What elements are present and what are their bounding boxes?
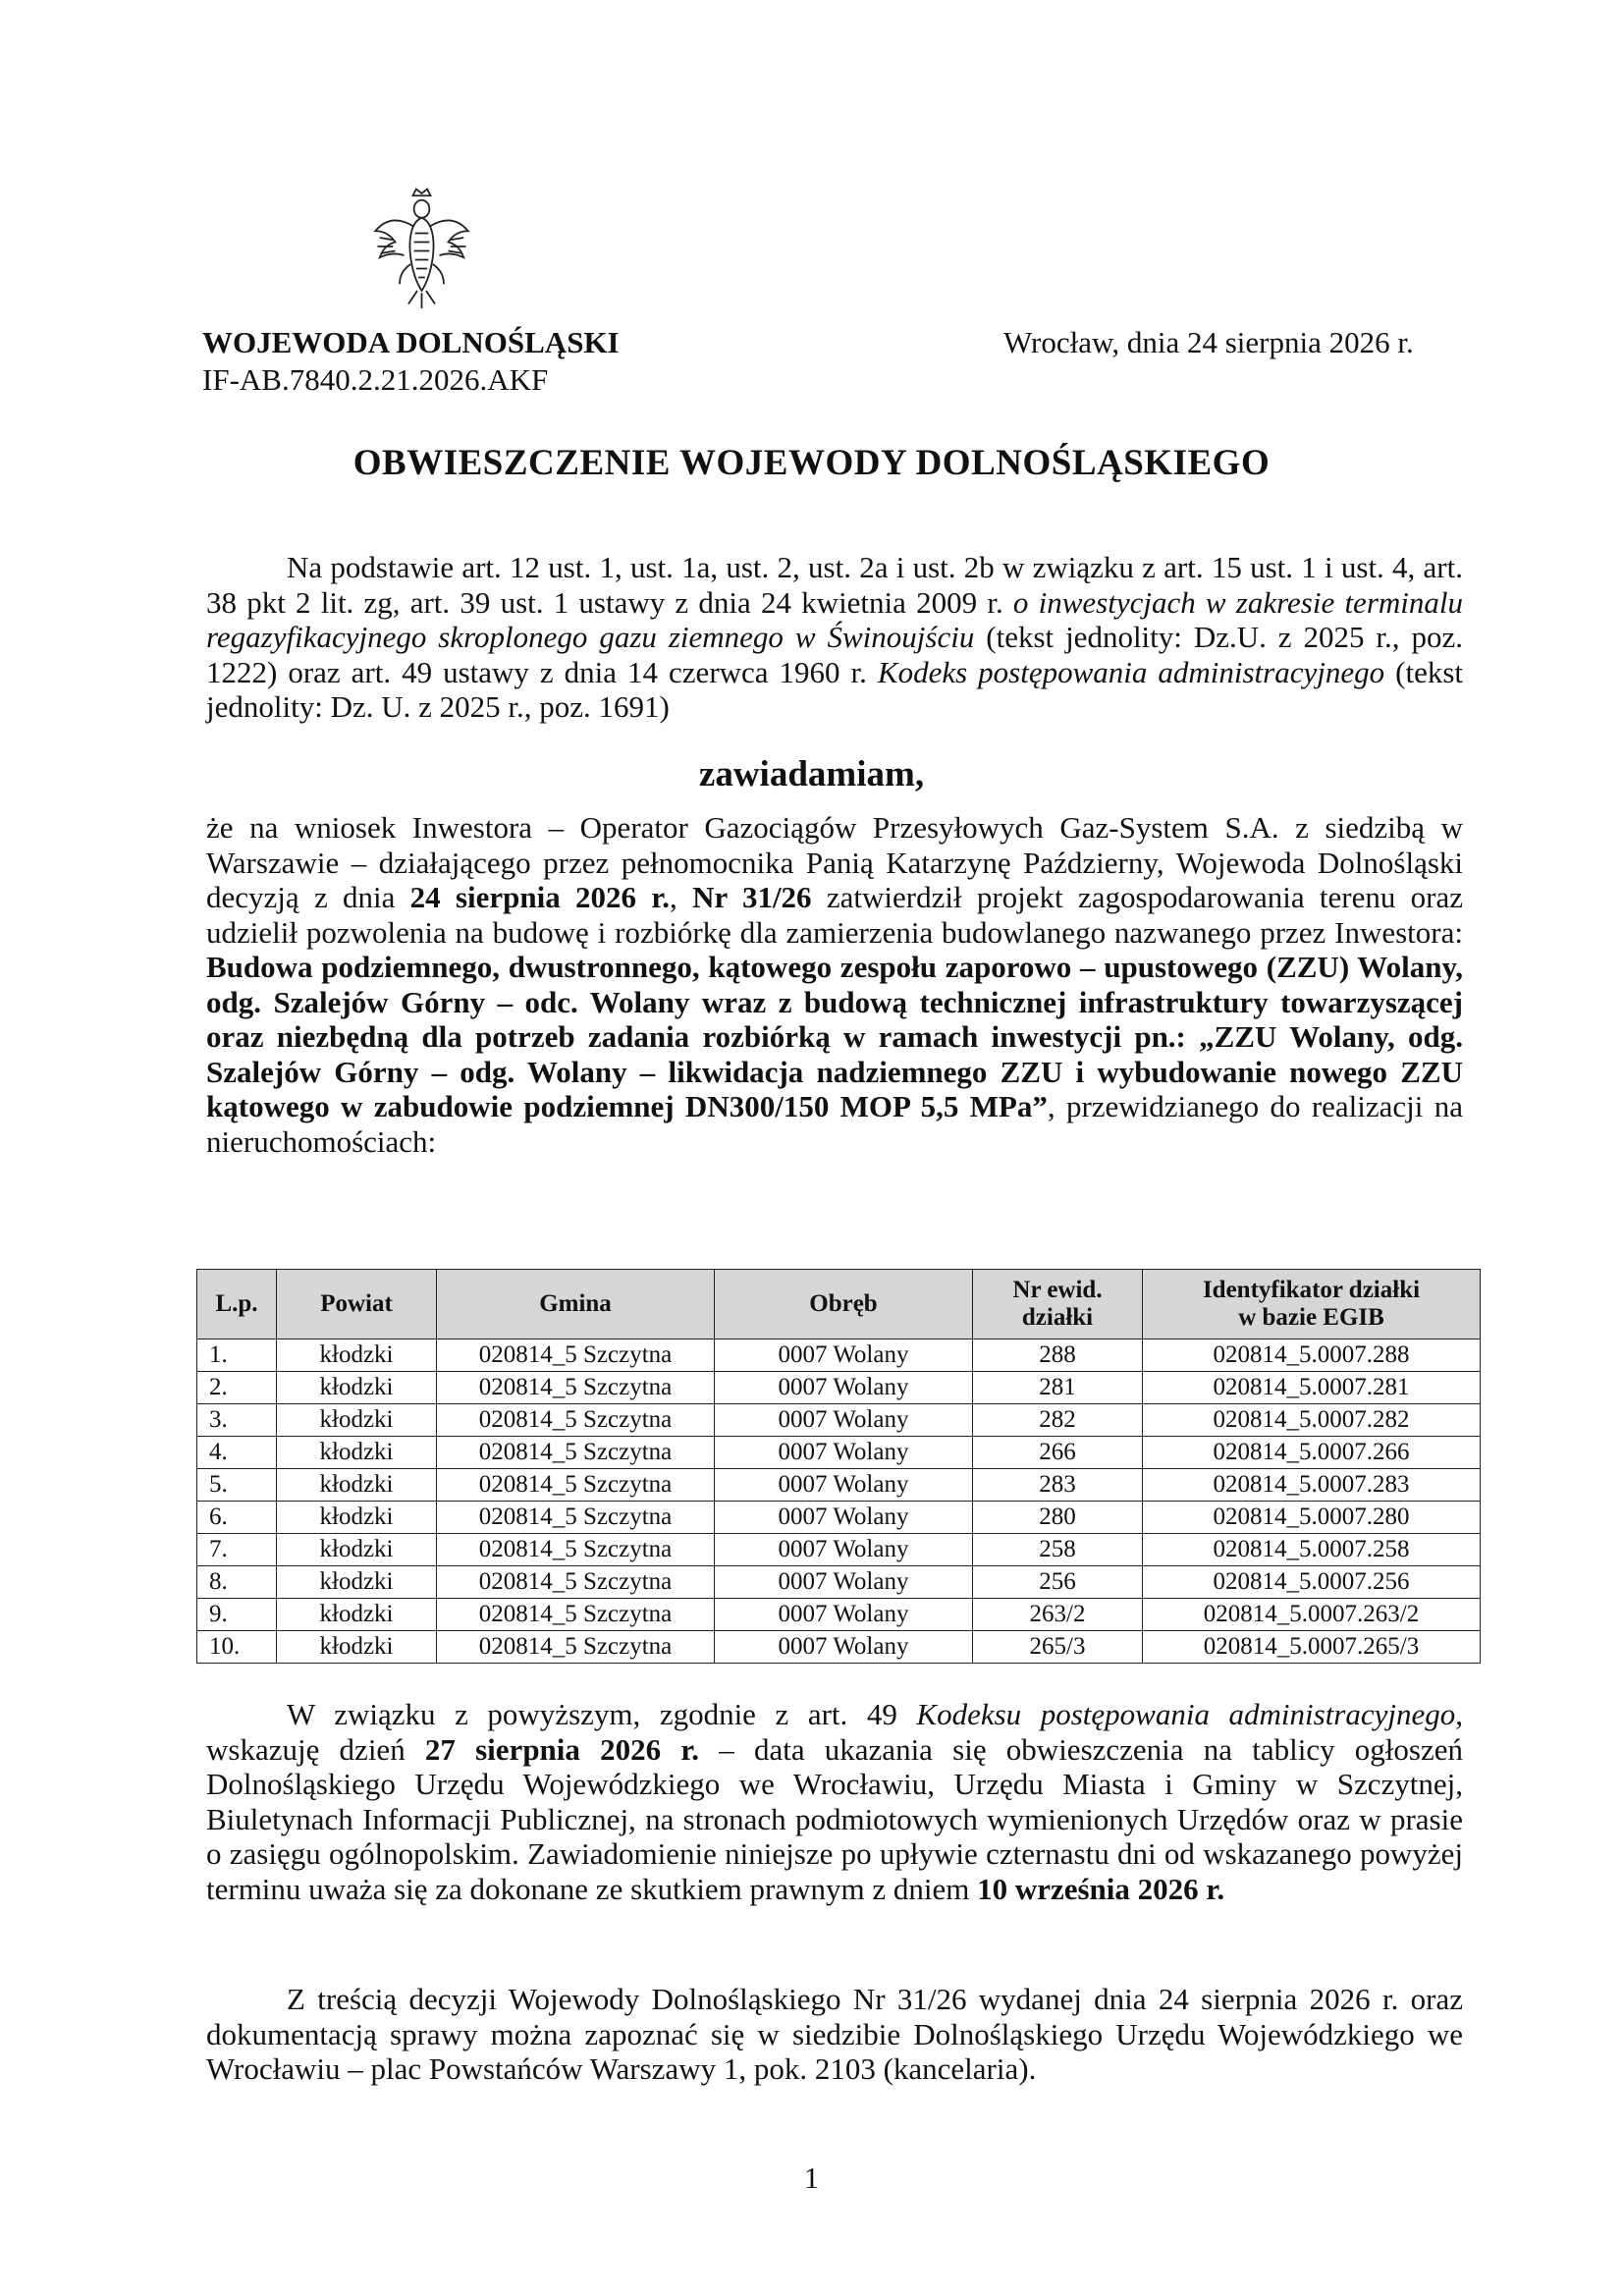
cell-identyfikator: 020814_5.0007.281 bbox=[1143, 1372, 1481, 1404]
reference-number: IF-AB.7840.2.21.2026.AKF bbox=[202, 362, 549, 397]
cell-gmina: 020814_5 Szczytna bbox=[437, 1404, 715, 1437]
documentation-paragraph bbox=[206, 1982, 1463, 2087]
cell-obreb: 0007 Wolany bbox=[715, 1437, 973, 1469]
effective-date: 10 września 2026 r. bbox=[977, 1871, 1225, 1906]
cell-powiat: kłodzki bbox=[277, 1469, 437, 1502]
table-row bbox=[197, 1372, 1481, 1404]
cell-nr-ewid: 258 bbox=[973, 1534, 1143, 1566]
cell-obreb: 0007 Wolany bbox=[715, 1404, 973, 1437]
legal-basis-paragraph bbox=[206, 550, 1463, 725]
polish-eagle-emblem-icon bbox=[365, 185, 478, 317]
cell-powiat: kłodzki bbox=[277, 1339, 437, 1372]
parcels-table bbox=[196, 1269, 1481, 1664]
cell-powiat: kłodzki bbox=[277, 1372, 437, 1404]
publication-text: W związku z powyższym, zgodnie z art. 49 bbox=[287, 1697, 917, 1731]
cell-identyfikator: 020814_5.0007.283 bbox=[1143, 1469, 1481, 1502]
kpa-reference: Kodeksu postępowania administracyjnego bbox=[916, 1697, 1456, 1731]
cell-lp: 4. bbox=[197, 1437, 277, 1469]
cell-lp: 10. bbox=[197, 1631, 277, 1664]
cell-gmina: 020814_5 Szczytna bbox=[437, 1502, 715, 1534]
table-row bbox=[197, 1437, 1481, 1469]
cell-nr-ewid: 282 bbox=[973, 1404, 1143, 1437]
cell-identyfikator: 020814_5.0007.282 bbox=[1143, 1404, 1481, 1437]
page-number: 1 bbox=[803, 2160, 820, 2195]
table-row bbox=[197, 1599, 1481, 1631]
document-title: OBWIESZCZENIE WOJEWODY DOLNOŚLĄSKIEGO bbox=[352, 443, 1271, 483]
table-row bbox=[197, 1339, 1481, 1372]
cell-lp: 3. bbox=[197, 1404, 277, 1437]
col-header-gmina: Gmina bbox=[437, 1270, 715, 1339]
cell-obreb: 0007 Wolany bbox=[715, 1566, 973, 1599]
cell-gmina: 020814_5 Szczytna bbox=[437, 1631, 715, 1664]
cell-obreb: 0007 Wolany bbox=[715, 1502, 973, 1534]
cell-identyfikator: 020814_5.0007.280 bbox=[1143, 1502, 1481, 1534]
cell-lp: 9. bbox=[197, 1599, 277, 1631]
cell-nr-ewid: 256 bbox=[973, 1566, 1143, 1599]
cell-identyfikator: 020814_5.0007.258 bbox=[1143, 1534, 1481, 1566]
cell-gmina: 020814_5 Szczytna bbox=[437, 1566, 715, 1599]
cell-nr-ewid: 283 bbox=[973, 1469, 1143, 1502]
decision-date: 24 sierpnia 2026 r. bbox=[409, 880, 671, 914]
cell-obreb: 0007 Wolany bbox=[715, 1469, 973, 1502]
cell-identyfikator: 020814_5.0007.265/3 bbox=[1143, 1631, 1481, 1664]
cell-lp: 7. bbox=[197, 1534, 277, 1566]
cell-identyfikator: 020814_5.0007.288 bbox=[1143, 1339, 1481, 1372]
cell-powiat: kłodzki bbox=[277, 1502, 437, 1534]
cell-nr-ewid: 265/3 bbox=[973, 1631, 1143, 1664]
act-title-kpa: Kodeks postępowania administracyjnego bbox=[877, 654, 1385, 689]
cell-obreb: 0007 Wolany bbox=[715, 1631, 973, 1664]
table-row bbox=[197, 1404, 1481, 1437]
table-row bbox=[197, 1469, 1481, 1502]
cell-lp: 5. bbox=[197, 1469, 277, 1502]
cell-lp: 6. bbox=[197, 1502, 277, 1534]
cell-obreb: 0007 Wolany bbox=[715, 1534, 973, 1566]
cell-nr-ewid: 281 bbox=[973, 1372, 1143, 1404]
cell-gmina: 020814_5 Szczytna bbox=[437, 1599, 715, 1631]
cell-identyfikator: 020814_5.0007.256 bbox=[1143, 1566, 1481, 1599]
col-header-nr-ewid: Nr ewid. działki bbox=[973, 1270, 1143, 1339]
publication-text-3: – data ukazania się obwieszczenia na tablicy ogłoszeń Dolnośląskiego Urzędu Wojewódzkiego we Wrocławiu, Urzędu Miasta i Gminy w Szczytnej, Biuletynach Informacji Publicznej, na stronach podmiotowych wymienionych Urzędów oraz w prasie o zasięgu ogólnopolskim. Zawiadomienie niniejsze po upływie czternastu dni od wskazanego powyżej terminu uważa się za dokonane ze skutkiem prawnym z dniem bbox=[206, 1731, 1463, 1906]
act-title-lng: o inwestycjach w zakresie terminalu regazyfikacyjnego skroplonego gazu ziemnego w Świnoujściu bbox=[206, 584, 1463, 654]
cell-obreb: 0007 Wolany bbox=[715, 1372, 973, 1404]
col-header-powiat: Powiat bbox=[277, 1270, 437, 1339]
cell-lp: 8. bbox=[197, 1566, 277, 1599]
cell-powiat: kłodzki bbox=[277, 1404, 437, 1437]
decision-text-3: zatwierdził projekt zagospodarowania terenu oraz udzielił pozwolenia na budowę i rozbiórkę dla zamierzenia budowlanego nazwanego przez Inwestora: bbox=[206, 880, 1464, 950]
parcels-table-body bbox=[197, 1339, 1481, 1664]
legal-basis-text-3: (tekst jednolity: Dz. U. z 2025 r., poz. 1691) bbox=[206, 654, 1464, 724]
cell-gmina: 020814_5 Szczytna bbox=[437, 1534, 715, 1566]
table-row bbox=[197, 1566, 1481, 1599]
decision-text: że na wniosek Inwestora – Operator Gazociągów Przesyłowych Gaz-System S.A. z siedzibą w Warszawie – działającego przez pełnomocnika Panią Katarzynę Październy, Wojewoda Dolnośląski decyzją z dnia bbox=[206, 810, 1463, 914]
cell-nr-ewid: 288 bbox=[973, 1339, 1143, 1372]
issuing-authority: WOJEWODA DOLNOŚLĄSKI bbox=[202, 325, 620, 359]
cell-identyfikator: 020814_5.0007.266 bbox=[1143, 1437, 1481, 1469]
legal-basis-text: Na podstawie art. 12 ust. 1, ust. 1a, ust. 2, ust. 2a i ust. 2b w związku z art. 15 ust. 1 i ust. 4, art. 38 pkt 2 lit. zg, art. 39 ust. 1 ustawy z dnia 24 kwietnia 2009 r. bbox=[206, 550, 1463, 620]
decision-text-2: , bbox=[670, 880, 693, 914]
legal-basis-text-2: (tekst jednolity: Dz.U. z 2025 r., poz. 1222) oraz art. 49 ustawy z dnia 14 czerwca 1960 r. bbox=[206, 620, 1463, 689]
publication-paragraph bbox=[206, 1697, 1463, 1906]
documentation-text: Z treścią decyzji Wojewody Dolnośląskiego Nr 31/26 wydanej dnia 24 sierpnia 2026 r. oraz dokumentacją sprawy można zapoznać się w siedzibie Dolnośląskiego Urzędu Wojewódzkiego we Wrocławiu – plac Powstańców Warszawy 1, pok. 2103 (kancelaria). bbox=[206, 1982, 1463, 2086]
cell-nr-ewid: 280 bbox=[973, 1502, 1143, 1534]
cell-obreb: 0007 Wolany bbox=[715, 1339, 973, 1372]
publication-date: 27 sierpnia 2026 r. bbox=[424, 1731, 700, 1767]
cell-nr-ewid: 263/2 bbox=[973, 1599, 1143, 1631]
cell-obreb: 0007 Wolany bbox=[715, 1599, 973, 1631]
cell-gmina: 020814_5 Szczytna bbox=[437, 1437, 715, 1469]
publication-text-2: , wskazuję dzień bbox=[206, 1697, 1464, 1767]
cell-powiat: kłodzki bbox=[277, 1534, 437, 1566]
table-row bbox=[197, 1631, 1481, 1664]
cell-gmina: 020814_5 Szczytna bbox=[437, 1372, 715, 1404]
cell-powiat: kłodzki bbox=[277, 1437, 437, 1469]
project-name: Budowa podziemnego, dwustronnego, kątowego zespołu zaporowo – upustowego (ZZU) Wolany, odg. Szalejów Górny – odc. Wolany wraz z budową technicznej infrastruktury towarzyszącej oraz niezbędną dla potrzeb zadania rozbiórką w ramach inwestycji pn.: „ZZU Wolany, odg. Szalejów Górny – odg. Wolany – likwidacja nadziemnego ZZU i wybudowanie nowego ZZU kątowego w zabudowie podziemnej DN300/150 MOP 5,5 MPa” bbox=[206, 950, 1463, 1123]
col-header-lp: L.p. bbox=[197, 1270, 277, 1339]
place-and-date: Wrocław, dnia 24 sierpnia 2026 r. bbox=[1003, 325, 1414, 359]
cell-identyfikator: 020814_5.0007.263/2 bbox=[1143, 1599, 1481, 1631]
decision-text-4: , przewidzianego do realizacji na nieruchomościach: bbox=[206, 1089, 1464, 1159]
cell-lp: 1. bbox=[197, 1339, 277, 1372]
cell-powiat: kłodzki bbox=[277, 1599, 437, 1631]
decision-paragraph bbox=[206, 810, 1463, 1159]
cell-gmina: 020814_5 Szczytna bbox=[437, 1469, 715, 1502]
cell-powiat: kłodzki bbox=[277, 1631, 437, 1664]
parcels-table-header bbox=[197, 1270, 1481, 1339]
cell-lp: 2. bbox=[197, 1372, 277, 1404]
announcement-heading: zawiadamiam, bbox=[698, 754, 925, 794]
decision-number: Nr 31/26 bbox=[692, 880, 812, 914]
table-row bbox=[197, 1502, 1481, 1534]
cell-powiat: kłodzki bbox=[277, 1566, 437, 1599]
col-header-identyfikator: Identyfikator działki w bazie EGIB bbox=[1143, 1270, 1481, 1339]
col-header-obreb: Obręb bbox=[715, 1270, 973, 1339]
cell-nr-ewid: 266 bbox=[973, 1437, 1143, 1469]
cell-gmina: 020814_5 Szczytna bbox=[437, 1339, 715, 1372]
table-row bbox=[197, 1534, 1481, 1566]
